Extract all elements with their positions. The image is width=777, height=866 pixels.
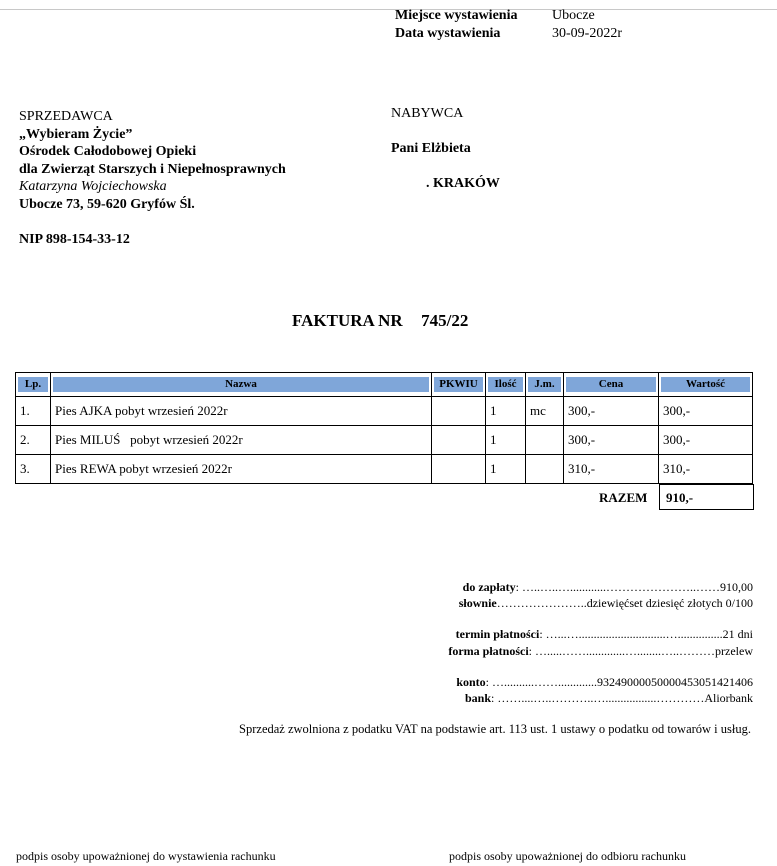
col-header-lp: Lp. bbox=[16, 373, 51, 397]
col-header-unit: J.m. bbox=[526, 373, 564, 397]
place-label: Miejsce wystawienia bbox=[395, 8, 518, 23]
seller-block bbox=[19, 108, 286, 249]
col-header-pkwiu: PKWIU bbox=[432, 373, 486, 397]
seller-address: Ubocze 73, 59-620 Gryfów Śl. bbox=[19, 196, 195, 212]
payment-form-value: przelew bbox=[715, 644, 753, 658]
seller-name-line1: „Wybieram Życie” bbox=[19, 126, 133, 142]
cell-pkwiu bbox=[432, 426, 486, 455]
place-value: Ubocze bbox=[552, 8, 595, 23]
cell-lp: 1. bbox=[16, 397, 51, 426]
vat-exemption-note: Sprzedaż zwolniona z podatku VAT na podstawie art. 113 ust. 1 ustawy o podatku od towarów i usług. bbox=[239, 722, 751, 736]
col-header-value: Wartość bbox=[659, 373, 753, 397]
receiver-signature-label: podpis osoby upoważnionej do odbioru rachunku bbox=[449, 849, 686, 863]
cell-lp: 3. bbox=[16, 455, 51, 484]
amount-due-value: 910,00 bbox=[720, 580, 753, 594]
seller-name-line3: dla Zwierząt Starszych i Niepełnosprawnych bbox=[19, 161, 286, 177]
amount-due-line: do zapłaty: …..…..…............…………………..……910,00 bbox=[462, 580, 753, 594]
bank-line: bank: ……....…..………..….................…………Aliorbank bbox=[464, 691, 753, 705]
items-table bbox=[15, 372, 753, 484]
total-value: 910,- bbox=[659, 484, 754, 510]
cell-name: Pies AJKA pobyt wrzesień 2022r bbox=[51, 397, 432, 426]
cell-qty: 1 bbox=[486, 455, 526, 484]
seller-name-line2: Ośrodek Całodobowej Opieki bbox=[19, 144, 197, 159]
cell-price: 300,- bbox=[564, 426, 659, 455]
amount-due-label: do zapłaty bbox=[462, 580, 516, 594]
account-label: konto bbox=[456, 675, 486, 689]
cell-name: Pies MILUŚ pobyt wrzesień 2022r bbox=[51, 426, 432, 455]
buyer-city: . KRAKÓW bbox=[426, 176, 500, 191]
table-row bbox=[16, 455, 753, 484]
cell-qty: 1 bbox=[486, 397, 526, 426]
payment-term-value: 21 dni bbox=[722, 627, 753, 641]
seller-nip: NIP 898-154-33-12 bbox=[19, 232, 130, 247]
payment-form-line: forma płatności: ….....…….............…........…..………przelew bbox=[448, 644, 753, 658]
cell-value: 310,- bbox=[659, 455, 753, 484]
table-header-row bbox=[16, 373, 753, 397]
col-header-qty: Ilość bbox=[486, 373, 526, 397]
bank-name: Aliorbank bbox=[704, 691, 753, 705]
amount-words-line: słownie…………………..dziewięćset dziesięć złotych 0/100 bbox=[458, 596, 753, 610]
amount-words-label: słownie bbox=[458, 596, 497, 610]
date-label: Data wystawienia bbox=[395, 26, 501, 41]
table-row bbox=[16, 426, 753, 455]
cell-price: 310,- bbox=[564, 455, 659, 484]
seller-owner: Katarzyna Wojciechowska bbox=[19, 179, 167, 194]
top-separator bbox=[0, 9, 777, 10]
invoice-number: 745/22 bbox=[421, 311, 469, 330]
col-header-price: Cena bbox=[564, 373, 659, 397]
account-number: 93249000050000453051421406 bbox=[597, 675, 753, 689]
cell-name: Pies REWA pobyt wrzesień 2022r bbox=[51, 455, 432, 484]
issuer-signature-label: podpis osoby upoważnionej do wystawienia rachunku bbox=[16, 849, 276, 863]
table-row bbox=[16, 397, 753, 426]
cell-qty: 1 bbox=[486, 426, 526, 455]
cell-unit: mc bbox=[526, 397, 564, 426]
cell-pkwiu bbox=[432, 397, 486, 426]
total-label: RAZEM bbox=[599, 490, 648, 505]
payment-form-label: forma płatności bbox=[448, 644, 529, 658]
cell-value: 300,- bbox=[659, 397, 753, 426]
invoice-title-label: FAKTURA NR bbox=[292, 311, 403, 330]
cell-value: 300,- bbox=[659, 426, 753, 455]
buyer-name: Pani Elżbieta bbox=[391, 141, 471, 156]
payment-term-label: termin płatności bbox=[455, 627, 540, 641]
date-value: 30-09-2022r bbox=[552, 26, 622, 41]
seller-heading: SPRZEDAWCA bbox=[19, 109, 113, 124]
cell-unit bbox=[526, 426, 564, 455]
invoice-title bbox=[292, 311, 468, 331]
amount-words-value: dziewięćset dziesięć złotych 0/100 bbox=[586, 596, 753, 610]
buyer-heading: NABYWCA bbox=[391, 106, 464, 121]
payment-term-line: termin płatności: …...….............................…...............21 dni bbox=[455, 627, 753, 641]
cell-price: 300,- bbox=[564, 397, 659, 426]
bank-label: bank bbox=[464, 691, 491, 705]
cell-lp: 2. bbox=[16, 426, 51, 455]
cell-unit bbox=[526, 455, 564, 484]
col-header-name: Nazwa bbox=[51, 373, 432, 397]
cell-pkwiu bbox=[432, 455, 486, 484]
account-line: konto: …..........…….............93249000050000453051421406 bbox=[456, 675, 753, 689]
